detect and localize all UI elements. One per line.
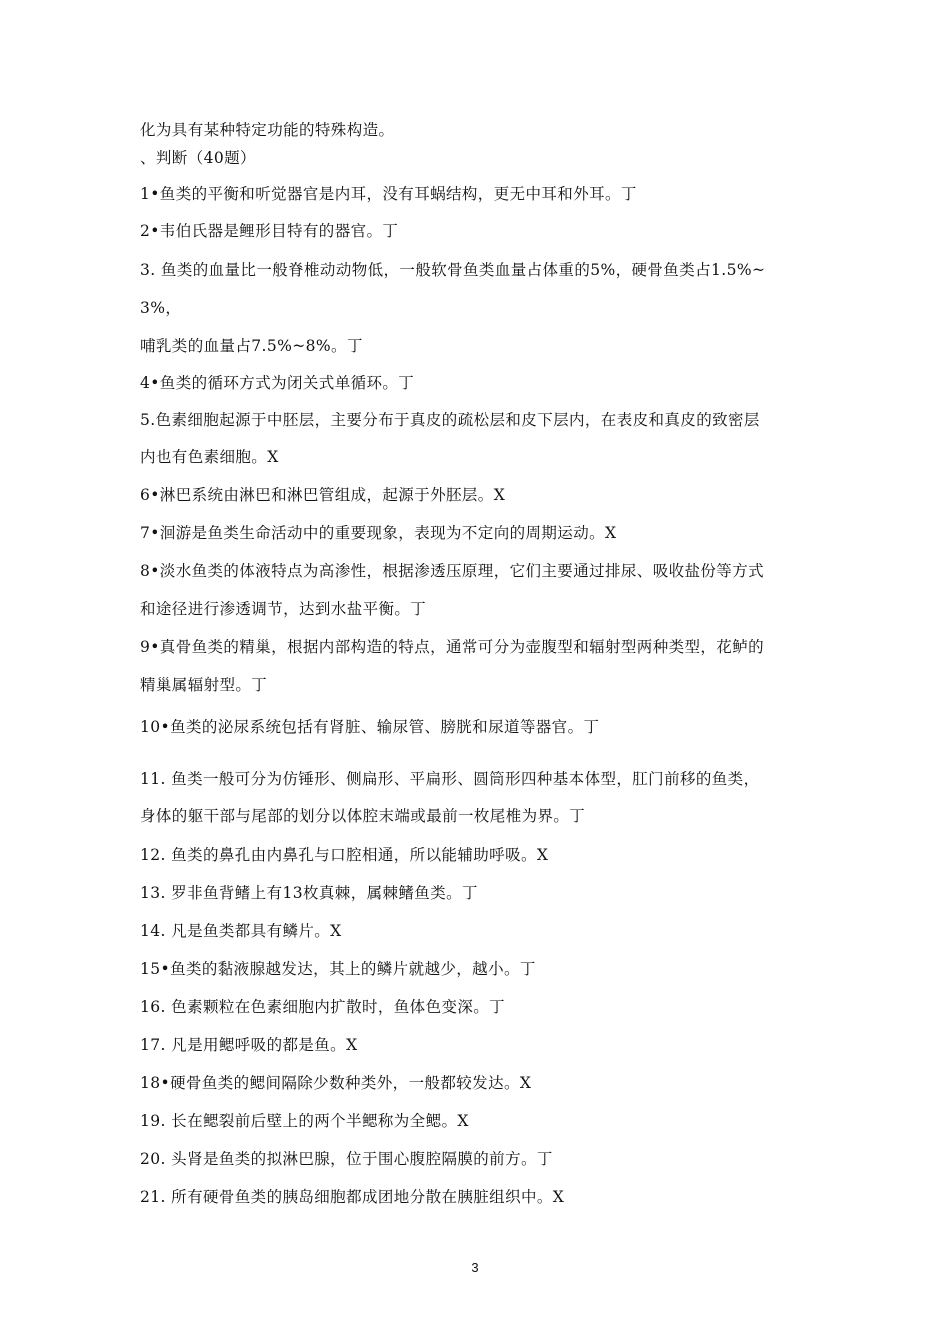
question-19: 19. 长在鳃裂前后壁上的两个半鳃称为全鳃。X [140, 1112, 469, 1130]
question-13: 13. 罗非鱼背鳍上有13枚真棘，属棘鳍鱼类。丁 [140, 884, 478, 902]
question-5-cont: 内也有色素细胞。X [140, 448, 279, 466]
question-3: 3. 鱼类的血量比一般脊椎动动物低，一般软骨鱼类血量占体重的5%，硬骨鱼类占1.5%~ [140, 261, 766, 279]
question-14: 14. 凡是鱼类都具有鳞片。X [140, 922, 342, 940]
question-12: 12. 鱼类的鼻孔由内鼻孔与口腔相通，所以能辅助呼吸。X [140, 846, 549, 864]
question-15: 15•鱼类的黏液腺越发达，其上的鳞片就越少，越小。丁 [140, 960, 536, 978]
question-9: 9•真骨鱼类的精巢，根据内部构造的特点，通常可分为壶腹型和辐射型两种类型，花鲈的 [140, 638, 765, 656]
page-number: 3 [471, 1260, 479, 1275]
question-1: 1•鱼类的平衡和听觉器官是内耳，没有耳蜗结构，更无中耳和外耳。丁 [140, 185, 637, 203]
question-11-cont: 身体的躯干部与尾部的划分以体腔末端或最前一枚尾椎为界。丁 [140, 807, 586, 825]
question-16: 16. 色素颗粒在色素细胞内扩散时，鱼体色变深。丁 [140, 998, 506, 1016]
question-8-cont: 和途径进行渗透调节，达到水盐平衡。丁 [140, 600, 427, 618]
question-9-cont: 精巢属辐射型。丁 [140, 676, 268, 694]
question-4: 4•鱼类的循环方式为闭关式单循环。丁 [140, 374, 415, 392]
question-7: 7•洄游是鱼类生命活动中的重要现象，表现为不定向的周期运动。X [140, 524, 617, 542]
question-2: 2•韦伯氏器是鲤形目特有的器官。丁 [140, 222, 399, 240]
question-3-cont: 3%， [140, 299, 182, 317]
question-11: 11. 鱼类一般可分为仿锤形、侧扁形、平扁形、圆筒形四种基本体型，肛门前移的鱼类， [140, 770, 760, 788]
question-17: 17. 凡是用鳃呼吸的都是鱼。X [140, 1036, 358, 1054]
question-20: 20. 头肾是鱼类的拟淋巴腺，位于围心腹腔隔膜的前方。丁 [140, 1150, 553, 1168]
question-8: 8•淡水鱼类的体液特点为高渗性，根据渗透压原理，它们主要通过排尿、吸收盐份等方式 [140, 562, 765, 580]
question-10: 10•鱼类的泌尿系统包括有肾脏、输尿管、膀胱和尿道等器官。丁 [140, 718, 600, 736]
question-3-cont: 哺乳类的血量占7.5%~8%。丁 [140, 337, 363, 355]
section-heading: 、判断（40题） [140, 149, 256, 167]
question-18: 18•硬骨鱼类的鳃间隔除少数种类外，一般都较发达。X [140, 1074, 532, 1092]
question-6: 6•淋巴系统由淋巴和淋巴管组成，起源于外胚层。X [140, 486, 506, 504]
question-5: 5.色素细胞起源于中胚层，主要分布于真皮的疏松层和皮下层内，在表皮和真皮的致密层 [140, 411, 760, 429]
text-line: 化为具有某种特定功能的特殊构造。 [140, 121, 395, 139]
question-21: 21. 所有硬骨鱼类的胰岛细胞都成团地分散在胰脏组织中。X [140, 1188, 565, 1206]
